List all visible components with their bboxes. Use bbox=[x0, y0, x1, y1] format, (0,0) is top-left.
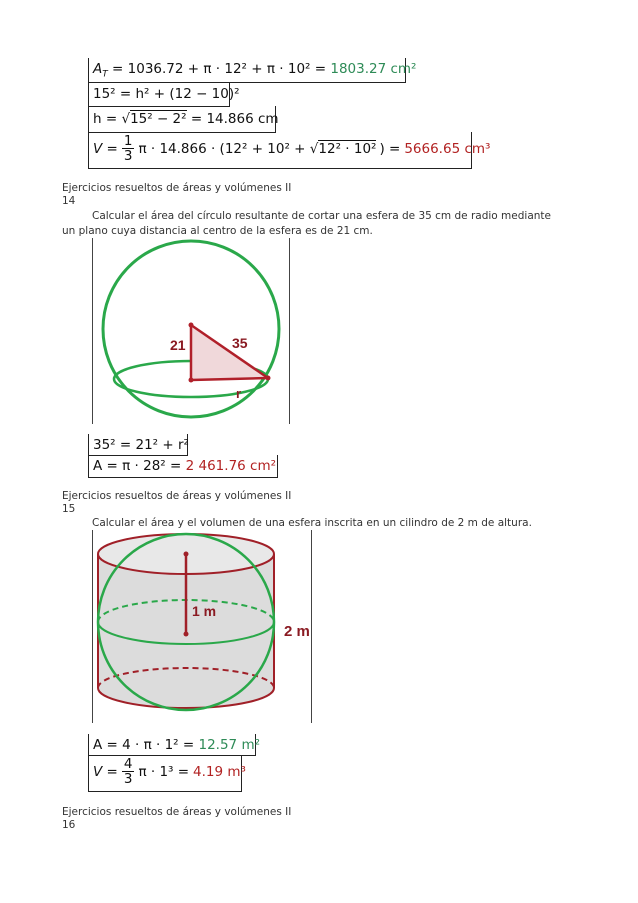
top-point bbox=[184, 552, 189, 557]
label-2m: 2 m bbox=[284, 623, 310, 640]
figure-sphere-section bbox=[92, 238, 289, 425]
center-point bbox=[189, 323, 194, 328]
formula-sphere-volume: V = $\frac{4}{3}$ π · 1³ = 4.19 m³ bbox=[93, 756, 246, 787]
label-1m: 1 m bbox=[192, 603, 217, 619]
formula-surface-total: $A_T = 1036.72 + \pi \cdot 12^2 + \pi \cdot 10^2 = 1803.27$ cm² bbox=[93, 61, 417, 80]
formula-circle-area: A = π · 28² = 2 461.76 cm² bbox=[93, 458, 277, 474]
label-35: 35 bbox=[232, 335, 248, 351]
center-point-cyl bbox=[184, 632, 189, 637]
formula-h-value: h = √15² − 2² = 14.866 cm bbox=[93, 111, 279, 127]
formula-pythagoras-h: 15² = h² + (12 − 10)² bbox=[93, 86, 240, 102]
section-center-point bbox=[189, 378, 194, 383]
formula-volume-frustum: V = $\frac{1}{3}$ π · 14.866 · (12² + 10² + √ 12² · 10² ) = 5666.65 cm³ bbox=[93, 133, 491, 164]
label-21: 21 bbox=[170, 337, 186, 353]
figure-cylinder-sphere bbox=[92, 530, 311, 724]
section-15-number: 15 bbox=[62, 503, 76, 515]
section-16-number: 16 bbox=[62, 819, 76, 831]
formula-sphere-area: A = 4 · π · 1² = 12.57 m² bbox=[93, 737, 261, 753]
section-14-number: 14 bbox=[62, 195, 76, 207]
problem-15-statement: Calcular el área y el volumen de una esfera inscrita en un cilindro de 2 m de altura. bbox=[92, 517, 532, 529]
section-15-title: Ejercicios resueltos de áreas y volúmenes II bbox=[62, 490, 292, 502]
section-14-title: Ejercicios resueltos de áreas y volúmenes II bbox=[62, 182, 292, 194]
problem-14-statement-line1: Calcular el área del círculo resultante de cortar una esfera de 35 cm de radio mediante bbox=[92, 210, 551, 222]
label-r: r bbox=[236, 386, 242, 401]
formula-pythagoras-r: 35² = 21² + r² bbox=[93, 437, 189, 453]
edge-point bbox=[266, 376, 271, 381]
problem-14-statement-line2: un plano cuya distancia al centro de la esfera es de 21 cm. bbox=[62, 225, 373, 237]
section-16-title: Ejercicios resueltos de áreas y volúmenes II bbox=[62, 806, 292, 818]
